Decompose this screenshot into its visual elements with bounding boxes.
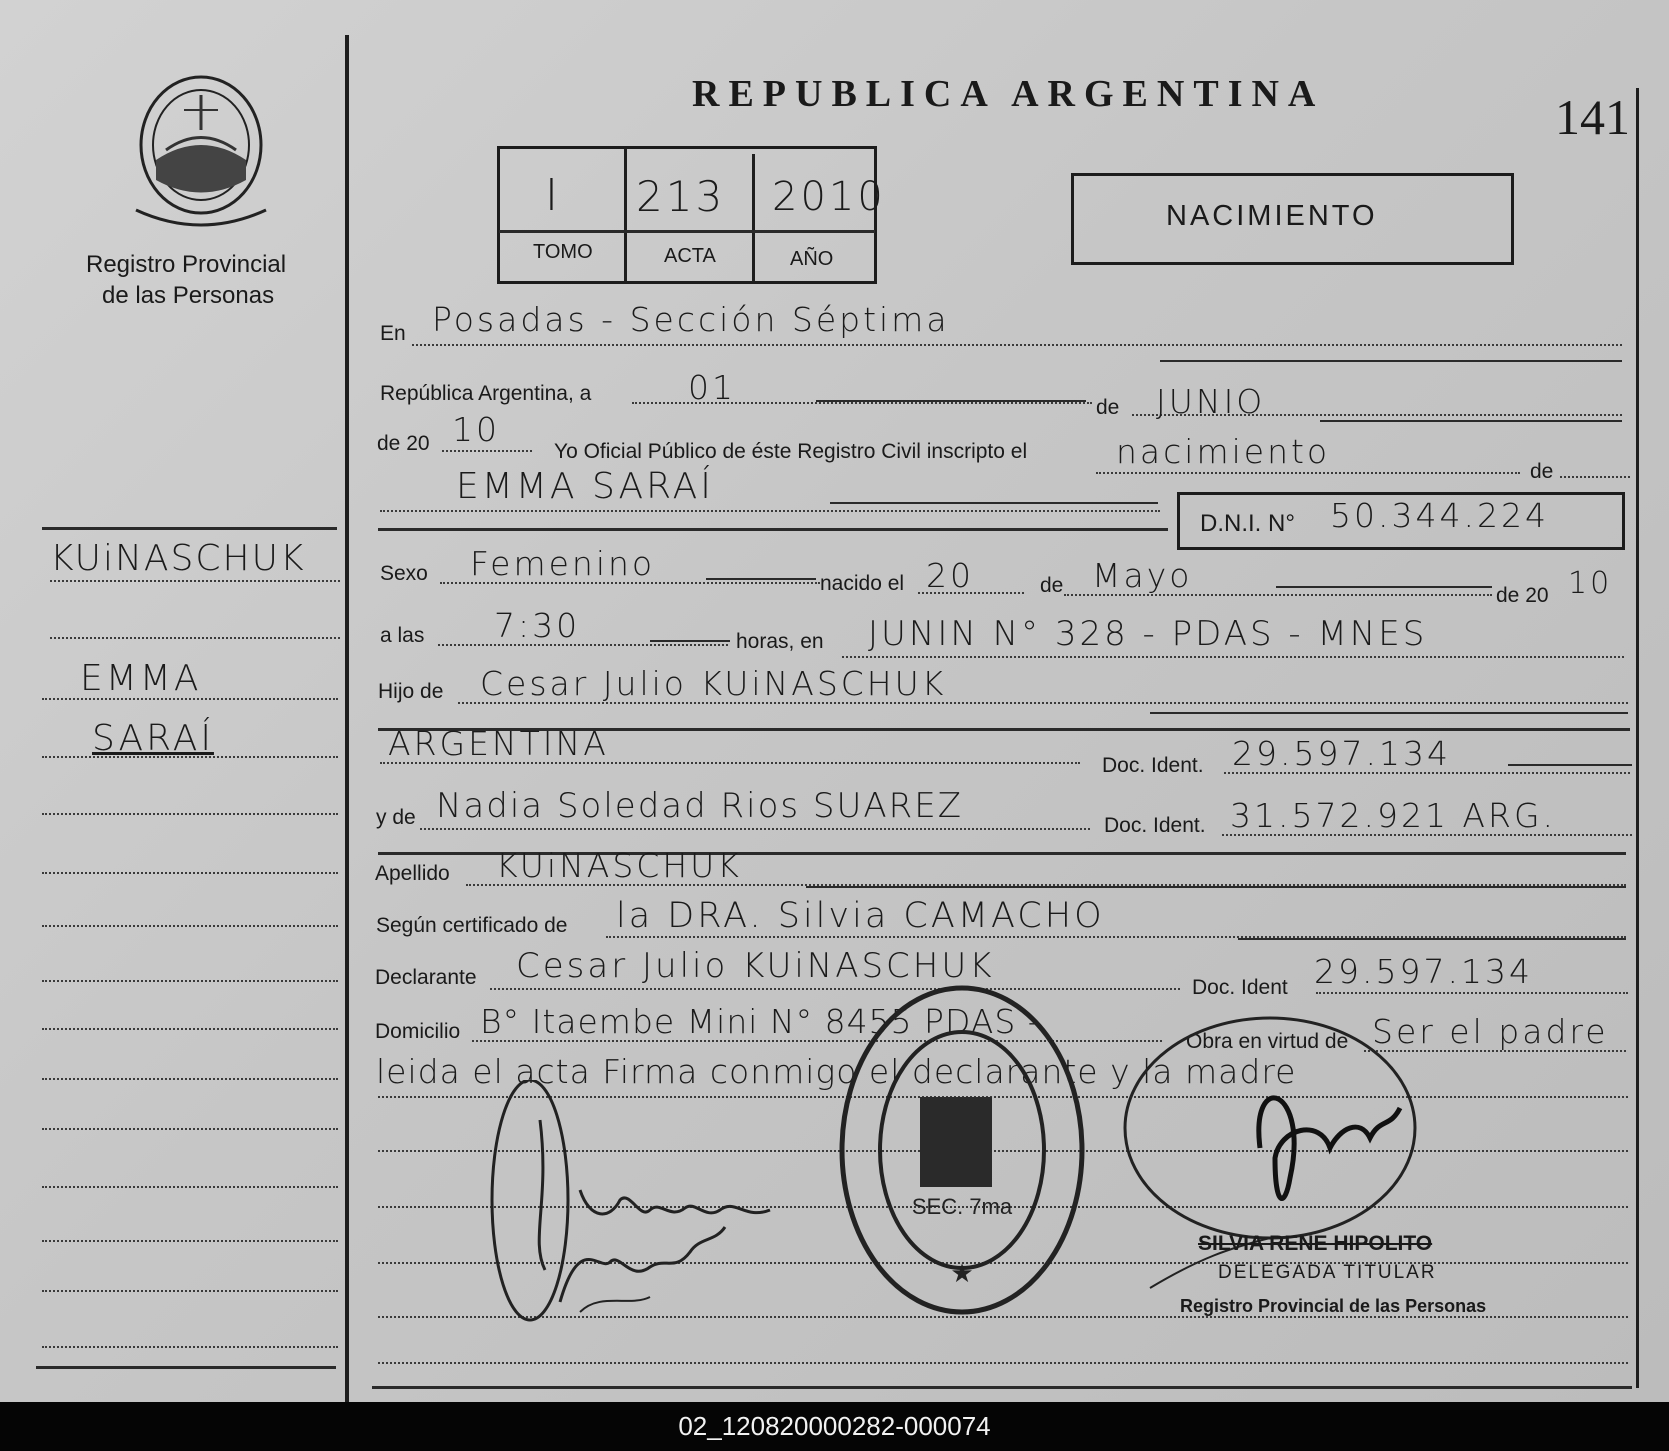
label-segun-certificado: Según certificado de — [376, 914, 568, 937]
value-lugar: Posadas - Sección Séptima — [432, 300, 950, 339]
line-en — [412, 344, 1622, 346]
anio-value: 2010 — [772, 174, 886, 220]
line-de-inscripto — [1560, 476, 1630, 478]
left-margin-line — [345, 35, 349, 1402]
value-obra: Ser el padre — [1372, 1012, 1609, 1051]
svg-text:★: ★ — [950, 1258, 974, 1288]
margin-line — [42, 813, 338, 815]
rule-padre-doc — [1508, 764, 1632, 766]
margin-line — [42, 1240, 338, 1242]
blank-line — [378, 1362, 1628, 1364]
value-leida: leida el acta Firma conmigo el declarante y la madre — [376, 1052, 1297, 1091]
value-nacido-mes: Mayo — [1092, 556, 1193, 595]
footer-document-id: 02_120820000282-000074 — [0, 1402, 1669, 1451]
line-inscripto — [1096, 472, 1520, 474]
record-box-divider-2 — [752, 154, 755, 282]
record-type: NACIMIENTO — [1166, 200, 1378, 232]
official-title: DELEGADA TITULAR — [1218, 1262, 1437, 1283]
margin-line — [42, 980, 338, 982]
label-apellido: Apellido — [375, 862, 450, 885]
margin-line — [42, 1186, 338, 1188]
value-domicilio: B° Itaembe Mini N° 8455 PDAS - — [480, 1002, 1041, 1041]
margin-line — [42, 1346, 338, 1348]
rule-sexo — [706, 578, 816, 580]
bottom-rule — [372, 1386, 1632, 1389]
page-number: 141 — [1555, 89, 1630, 145]
margin-line — [42, 925, 338, 927]
label-doc-ident-declarante: Doc. Ident — [1192, 976, 1288, 999]
value-mes: JUNIO — [1156, 382, 1266, 421]
rule-certificado — [1238, 938, 1626, 940]
value-lugar-nac: JUNIN N° 328 - PDAS - MNES — [868, 614, 1428, 654]
rule-nombre — [830, 502, 1158, 504]
record-box-rule — [499, 230, 875, 233]
official-org: Registro Provincial de las Personas — [1180, 1296, 1487, 1316]
rule-en — [1160, 360, 1622, 362]
acta-label: ACTA — [664, 245, 716, 267]
rule-nacido-mes — [1276, 586, 1492, 588]
label-declarante: Declarante — [375, 966, 477, 989]
tomo-label: TOMO — [533, 241, 593, 263]
label-yo-oficial: Yo Oficial Público de éste Registro Civil inscripto el — [554, 440, 1028, 463]
label-sexo: Sexo — [380, 562, 428, 585]
value-sexo: Femenino — [470, 544, 656, 583]
agency-name-line2: de las Personas — [102, 282, 275, 309]
label-domicilio: Domicilio — [375, 1020, 461, 1043]
value-inscripto: nacimiento — [1116, 432, 1331, 471]
acta-value: 213 — [636, 172, 726, 221]
margin-line — [42, 1078, 338, 1080]
provincial-seal-icon — [126, 70, 276, 230]
rule-mes — [1320, 420, 1622, 422]
line-declarante-doc — [1316, 992, 1628, 994]
label-republica-a: República Argentina, a — [380, 382, 592, 405]
margin-line — [42, 1128, 338, 1130]
line-lugar-nac — [842, 656, 1624, 658]
margin-line — [42, 1290, 338, 1292]
label-de-inscripto: de — [1530, 460, 1554, 483]
line-hora — [438, 644, 728, 646]
value-declarante: Cesar Julio KUiNASCHUK — [516, 946, 995, 986]
value-apellido: KUiNASCHUK — [496, 846, 742, 885]
value-padre-doc: 29.597.134 — [1232, 734, 1451, 773]
agency-name-line1: Registro Provincial — [86, 251, 287, 278]
margin-top-rule — [42, 527, 337, 530]
margin-bottom-rule — [36, 1366, 336, 1369]
label-doc-ident-madre: Doc. Ident. — [1104, 814, 1206, 837]
official-stamp — [836, 982, 1088, 1318]
rule-dia — [816, 400, 1086, 402]
rule-hora — [650, 640, 730, 642]
line-anio — [442, 450, 532, 452]
label-dni: D.N.I. N° — [1200, 510, 1295, 537]
mother-signature — [540, 1212, 740, 1322]
margin-line — [42, 1028, 338, 1030]
value-anio: 10 — [452, 410, 500, 449]
tomo-value: I — [545, 170, 561, 221]
anio-label: AÑO — [790, 248, 834, 270]
official-name: SILVIA RENE HIPOLITO — [1198, 1232, 1433, 1255]
margin-line — [50, 637, 340, 639]
label-obra-en-virtud: Obra en virtud de — [1186, 1030, 1349, 1053]
label-de-nacido-mes: de — [1040, 574, 1064, 597]
value-padre-nac: ARGENTINA — [388, 724, 609, 763]
rule-padre — [1150, 712, 1628, 714]
country-title: REPUBLICA ARGENTINA — [692, 73, 1325, 115]
value-madre: Nadia Soledad Rios SUAREZ — [436, 786, 964, 826]
label-nacido-el: nacido el — [820, 572, 905, 595]
label-en: En — [380, 322, 406, 345]
value-nacido-dia: 20 — [926, 556, 974, 595]
right-margin-line — [1636, 88, 1639, 1388]
value-nombre: EMMA SARAÍ — [456, 466, 714, 507]
label-doc-ident-padre: Doc. Ident. — [1102, 754, 1204, 777]
label-de-20-nacido: de 20 — [1496, 584, 1549, 607]
label-horas-en: horas, en — [736, 630, 824, 653]
margin-surname: KUiNASCHUK — [50, 538, 306, 579]
value-madre-doc: 31.572.921 ARG. — [1230, 796, 1556, 835]
value-hora: 7:30 — [494, 606, 581, 645]
value-dia: 01 — [688, 368, 736, 407]
svg-text:SEC. 7ma: SEC. 7ma — [911, 1194, 1013, 1219]
rule-apellido — [806, 886, 1626, 888]
margin-name-2: SARAÍ — [92, 718, 214, 759]
value-nacido-anio: 10 — [1568, 566, 1613, 601]
label-de20: de 20 — [377, 432, 430, 455]
line-madre — [420, 828, 1090, 830]
value-certificado: la DRA. Silvia CAMACHO — [616, 896, 1105, 936]
value-declarante-doc: 29.597.134 — [1314, 952, 1533, 991]
margin-name-1: EMMA — [80, 658, 202, 699]
margin-line — [42, 872, 338, 874]
value-dni: 50.344.224 — [1330, 496, 1549, 535]
line-nombre — [380, 510, 1160, 512]
label-y-de: y de — [376, 806, 416, 829]
label-hijo-de: Hijo de — [378, 680, 444, 703]
margin-line — [50, 580, 340, 582]
record-box-divider-1 — [624, 148, 627, 282]
label-de-mes: de — [1096, 396, 1120, 419]
value-padre: Cesar Julio KUiNASCHUK — [480, 664, 947, 703]
label-a-las: a las — [380, 624, 425, 647]
rule-below-name — [378, 528, 1168, 531]
